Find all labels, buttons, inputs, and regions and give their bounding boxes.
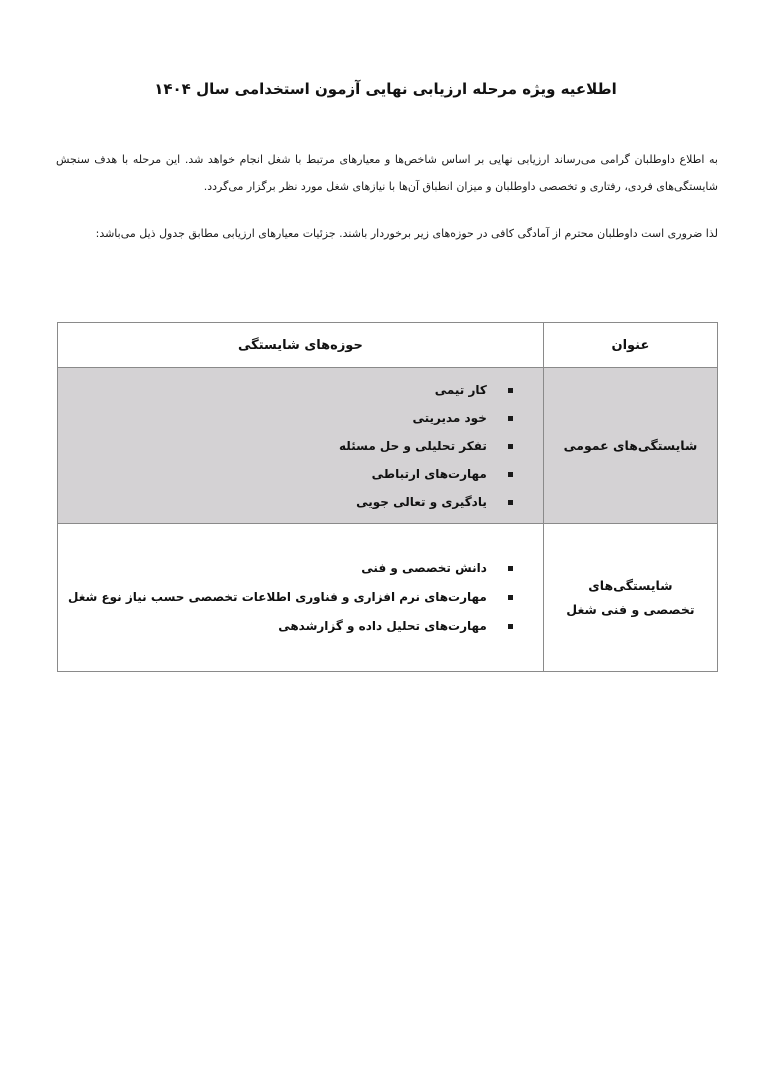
- competency-table: [57, 322, 718, 672]
- general-competency-title: شایستگی‌های عمومی: [543, 368, 717, 524]
- list-item: مهارت‌های ارتباطی: [68, 460, 513, 488]
- list-item: کار تیمی: [68, 376, 513, 404]
- list-item: دانش تخصصی و فنی: [68, 554, 513, 583]
- list-item: مهارت‌های تحلیل داده و گزارشدهی: [68, 612, 513, 641]
- technical-title-line-2: تخصصی و فنی شغل: [566, 601, 695, 617]
- header-title-cell: عنوان: [543, 323, 717, 368]
- general-skill-list: [58, 376, 543, 516]
- technical-competency-title: [543, 524, 717, 672]
- table-row-technical: [58, 524, 718, 672]
- technical-competency-areas: [58, 524, 544, 672]
- table-row-general: [58, 368, 718, 524]
- list-item: یادگیری و تعالی جویی: [68, 488, 513, 516]
- technical-title-line-1: شایستگی‌های: [588, 577, 673, 593]
- list-item: خود مدیریتی: [68, 404, 513, 432]
- general-competency-areas: [58, 368, 544, 524]
- list-item: تفکر تحلیلی و حل مسئله: [68, 432, 513, 460]
- document-title: اطلاعیه ویژه مرحله ارزیابی نهایی آزمون استخدامی سال ۱۴۰۴: [154, 80, 617, 98]
- list-item: مهارت‌های نرم افزاری و فناوری اطلاعات تخصصی حسب نیاز نوع شغل: [68, 583, 513, 612]
- instruction-paragraph: لذا ضروری است داوطلبان محترم از آمادگی کافی در حوزه‌های زیر برخوردار باشند. جزئیات معیارهای ارزیابی مطابق جدول ذیل می‌باشد:: [95, 227, 718, 240]
- table-header-row: [58, 323, 718, 368]
- technical-skill-list: [58, 554, 543, 641]
- header-areas-cell: حوزه‌های شایستگی: [58, 323, 544, 368]
- intro-paragraph: به اطلاع داوطلبان گرامی می‌رساند ارزیابی نهایی بر اساس شاخص‌ها و معیارهای مرتبط با شغل انجام خواهد شد. این مرحله با هدف سنجش شایستگی‌های فردی، رفتاری و تخصصی داوطلبان و میزان انطباق آن‌ها با نیازهای شغل مورد نظر برگزار می‌گردد.: [56, 153, 718, 193]
